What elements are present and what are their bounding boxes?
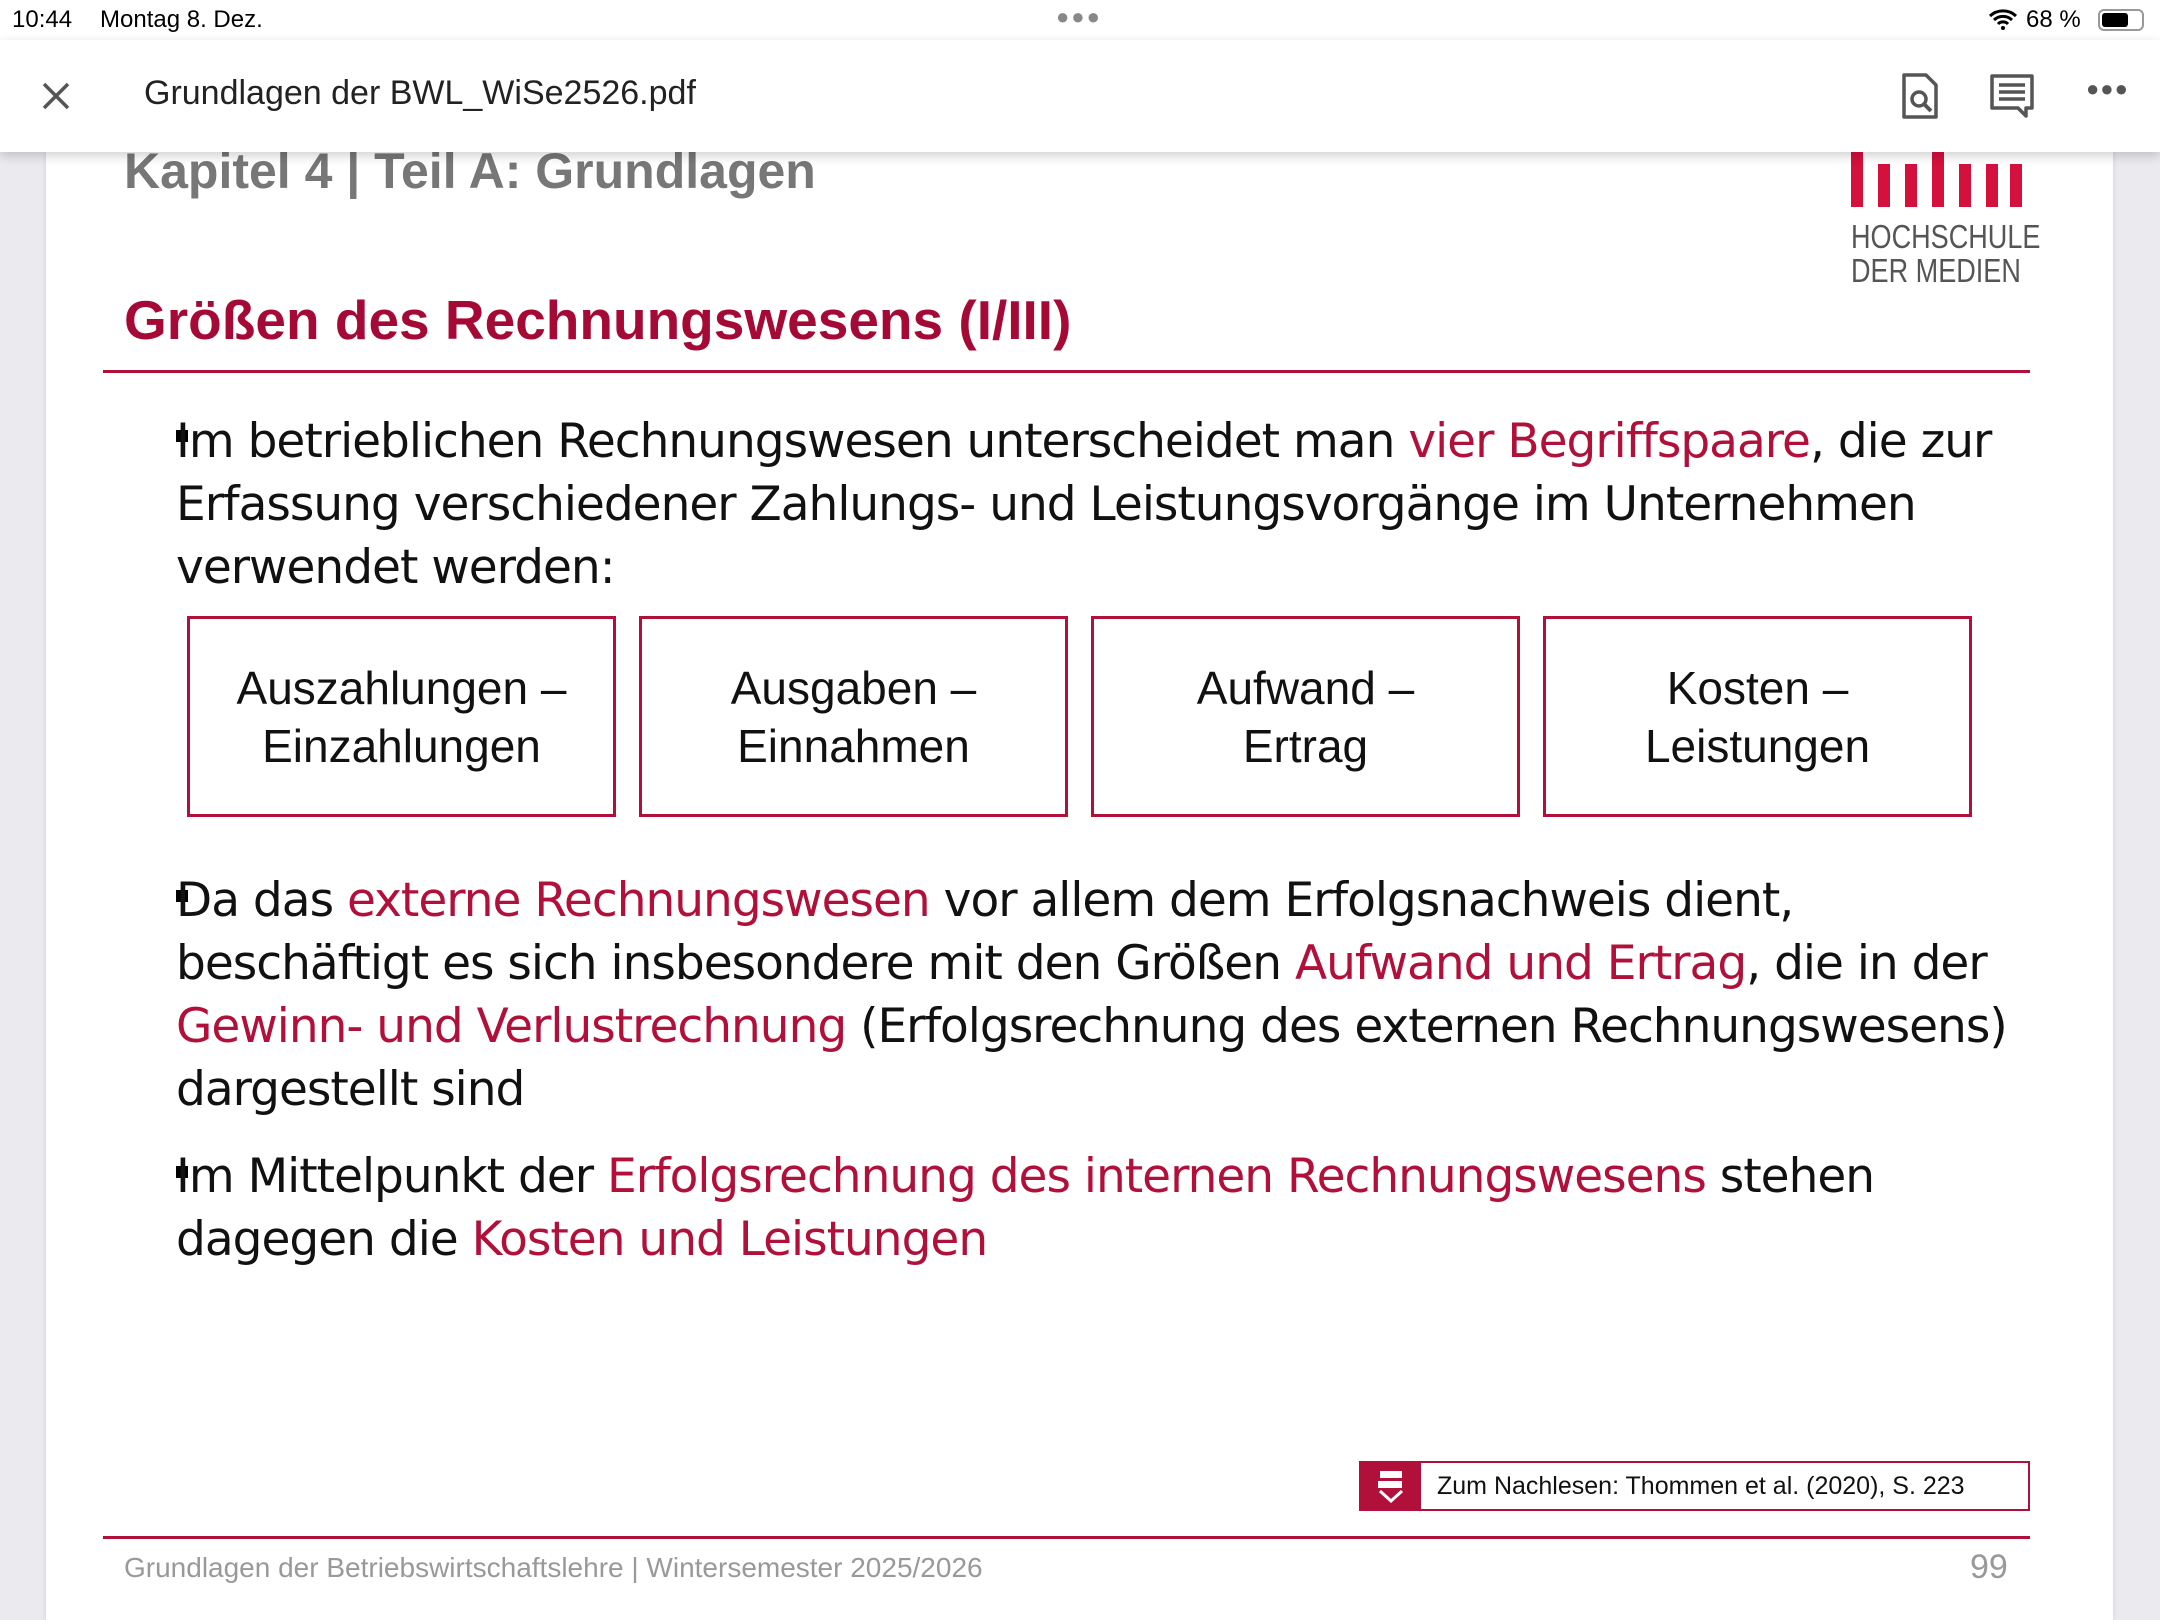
term-pair-box: Kosten – Leistungen <box>1543 616 1972 817</box>
annotations-icon[interactable] <box>1988 72 2038 122</box>
logo-bars-icon <box>1851 152 2022 207</box>
wifi-icon <box>1988 8 2018 30</box>
books-icon <box>1361 1463 1421 1509</box>
reference-box <box>1359 1461 2030 1511</box>
reference-text: Zum Nachlesen: Thommen et al. (2020), S. 223 <box>1437 1471 1965 1500</box>
search-document-icon[interactable] <box>1896 72 1946 122</box>
more-options-icon[interactable]: ●●● <box>2086 76 2129 101</box>
pdf-toolbar <box>0 40 2160 152</box>
footer-text: Grundlagen der Betriebswirtschaftslehre | Wintersemester 2025/2026 <box>124 1552 983 1583</box>
logo-text: HOCHSCHULE DER MEDIEN <box>1851 218 2041 289</box>
footer-divider <box>103 1536 2030 1539</box>
multitask-dots-icon[interactable]: ●●● <box>1056 4 1102 29</box>
term-pair-box: Aufwand – Ertrag <box>1091 616 1520 817</box>
battery-icon <box>2098 9 2144 31</box>
bullet-2-text: Da das externe Rechnungswesen vor allem dem Erfolgsnachweis dient, beschäftigt es sich insbesondere mit den Größen Aufwand und Ertrag, die in der Gewinn- und Verlustrechnung (Erfolgsrechnung des externen Rechnungswesens) dargestellt sind <box>176 873 2007 1117</box>
pdf-page <box>46 152 2113 1620</box>
close-icon[interactable] <box>40 80 72 112</box>
chapter-heading: Kapitel 4 | Teil A: Grundlagen <box>124 152 816 199</box>
status-date: Montag 8. Dez. <box>100 6 263 33</box>
bullet-1-text: Im betrieblichen Rechnungswesen unterscheidet man vier Begriffspaare, die zur Erfassung verschiedener Zahlungs- und Leistungsvorgänge im Unternehmen verwendet werden: <box>176 414 1992 595</box>
document-title: Grundlagen der BWL_WiSe2526.pdf <box>144 74 696 112</box>
bullet-3-text: Im Mittelpunkt der Erfolgsrechnung des internen Rechnungswesens stehen dagegen die Kosten und Leistungen <box>176 1149 1875 1267</box>
term-pair-box: Ausgaben – Einnahmen <box>639 616 1068 817</box>
slide-title: Größen des Rechnungswesens (I/III) <box>124 289 1072 351</box>
title-divider <box>103 370 2030 373</box>
battery-percent: 68 % <box>2026 6 2081 33</box>
status-bar <box>0 0 2160 40</box>
hdm-logo <box>1851 152 2041 289</box>
page-number: 99 <box>1970 1548 2008 1586</box>
term-pair-box: Auszahlungen – Einzahlungen <box>187 616 616 817</box>
status-time: 10:44 <box>12 6 73 33</box>
